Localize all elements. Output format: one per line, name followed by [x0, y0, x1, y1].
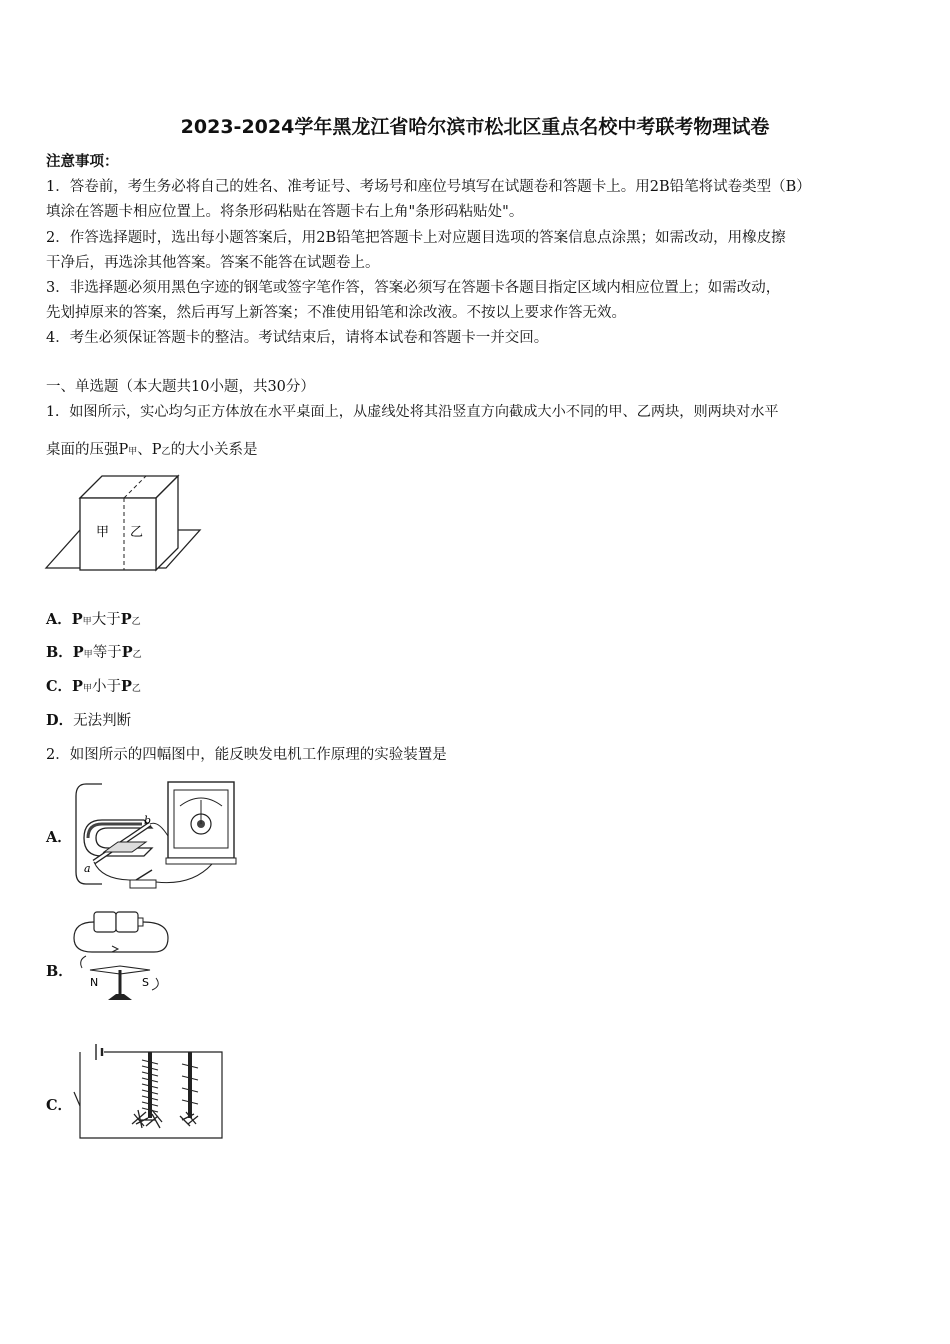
q1-option-b[interactable] — [46, 641, 142, 662]
option-relation: 小于 — [91, 679, 121, 695]
q1-option-c[interactable] — [46, 675, 141, 696]
notice-line: 2．作答选择题时，选出每小题答案后，用2B铅笔把答题卡上对应题目选项的答案信息点涂黑；如需改动，用橡皮擦 — [46, 230, 786, 246]
q2-fig-a-electromagnetic-induction[interactable] — [72, 776, 240, 892]
switch — [130, 880, 156, 888]
option-sub: 乙 — [131, 617, 141, 627]
q2-fig-b-oersted[interactable] — [72, 906, 170, 1010]
option-sub: 甲 — [82, 617, 92, 627]
notice-line: 干净后，再选涂其他答案。答案不能答在试题卷上。 — [46, 255, 380, 271]
q2-option-c-label[interactable]: C． — [46, 1097, 73, 1114]
option-sub: 甲 — [83, 650, 93, 660]
label-n: N — [90, 976, 99, 989]
notice-line: 填涂在答题卡相应位置上。将条形码粘贴在答题卡右上角"条形码粘贴处"。 — [46, 204, 524, 220]
option-sub: 乙 — [132, 650, 142, 660]
switch — [74, 1092, 80, 1106]
figure-label-yi: 乙 — [130, 525, 144, 540]
option-relation: 等于 — [92, 645, 122, 661]
option-p: P — [71, 611, 83, 628]
q1-cube-figure — [44, 470, 204, 580]
notice-line: 3．非选择题必须用黑色字迹的钢笔或签字笔作答，答案必须写在答题卡各题目指定区域内相应位置上；如需改动， — [46, 280, 781, 296]
q2-option-b-label[interactable]: B． — [46, 963, 73, 980]
option-sub: 乙 — [131, 684, 141, 694]
q1-stem-line2 — [46, 438, 258, 459]
q2-stem: 2．如图所示的四幅图中，能反映发电机工作原理的实验装置是 — [46, 747, 447, 763]
option-p: P — [72, 644, 84, 661]
q1-stem-line1: 1．如图所示，实心均匀正方体放在水平桌面上，从虚线处将其沿竖直方向截成大小不同的甲、乙两块，则两块对水平 — [46, 404, 779, 420]
q1-option-d[interactable] — [46, 709, 131, 730]
q2-fig-c-electromagnets[interactable] — [72, 1040, 228, 1144]
q1-sub-yi: 乙 — [161, 447, 171, 457]
option-text: 无法判断 — [73, 713, 132, 729]
pins-cluster-1 — [132, 1110, 162, 1128]
option-sub: 甲 — [82, 684, 92, 694]
option-letter: C． — [46, 678, 73, 695]
notice-line: 先划掉原来的答案，然后再写上新答案；不准使用铅笔和涂改液。不按以上要求作答无效。 — [46, 305, 626, 321]
label-s: S — [142, 976, 149, 989]
figure-label-jia: 甲 — [96, 525, 110, 540]
battery — [94, 912, 116, 932]
q1-stem-text-end: 的大小关系是 — [170, 442, 258, 458]
notice-heading: 注意事项： — [46, 153, 119, 170]
section-heading: 一、单选题（本大题共10小题，共30分） — [46, 379, 315, 395]
q2-option-a-label[interactable]: A． — [46, 829, 72, 846]
option-letter: B． — [46, 644, 73, 661]
option-p: P — [72, 678, 83, 695]
option-relation: 大于 — [91, 612, 121, 628]
label-b: b — [144, 814, 152, 827]
option-p: P — [120, 611, 132, 628]
q1-stem-sep: 、P — [137, 442, 162, 458]
notice-line: 4．考生必须保证答题卡的整洁。考试结束后，请将本试卷和答题卡一并交回。 — [46, 330, 549, 346]
option-letter: A． — [46, 611, 72, 628]
notice-line: 1．答卷前，考生务必将自己的姓名、准考证号、考场号和座位号填写在试题卷和答题卡上。用2B铅笔将试卷类型（B） — [46, 179, 811, 195]
q1-sub-jia: 甲 — [128, 447, 138, 457]
q1-option-a[interactable] — [46, 608, 141, 629]
cube-front — [80, 498, 156, 570]
page-title: 2023-2024学年黑龙江省哈尔滨市松北区重点名校中考联考物理试卷 — [180, 116, 770, 138]
option-p: P — [121, 644, 133, 661]
option-p: P — [120, 678, 132, 695]
q1-stem-text: 桌面的压强P — [46, 442, 129, 458]
label-a: a — [84, 862, 91, 875]
option-letter: D． — [46, 712, 74, 729]
